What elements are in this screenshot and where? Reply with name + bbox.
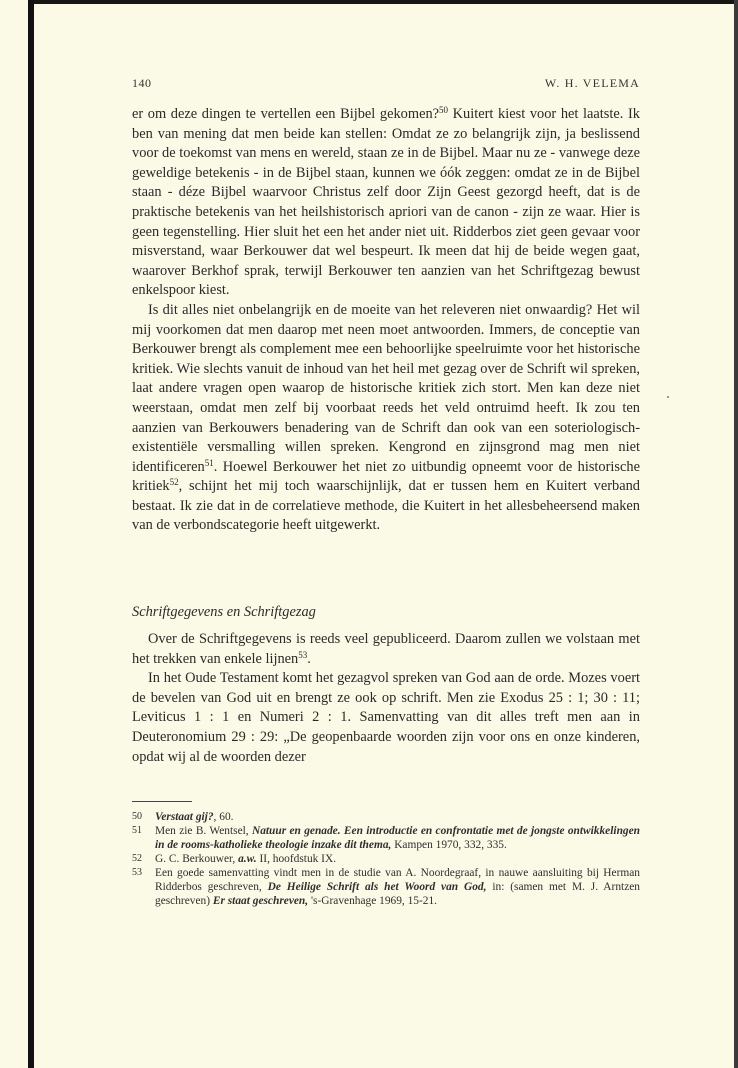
footnote-ref: 50 xyxy=(439,105,449,115)
paragraph: Is dit alles niet onbelangrijk en de moeite van het releveren niet onwaardig? Het wil mij voorkomen dat men daarop met neen moet antwoorden. Immers, de conceptie van Berkouwer brengt als complement mee een behoorlijke speelruimte voor het historische kritiek. Wie slechts vanuit de inhoud van het heil met gezag over de Schrift wil spreken, laat andere vragen open waarop de historische kritiek zich stort. Men kan deze niet weerstaan, omdat men zelf bij voorbaat reeds het veld ontruimd heeft. Ik zou ten aanzien van Berkouwers benadering van de Schrift dan ook van een soteriologisch-existentiële versmalling willen spreken. Kengrond en zijnsgrond mag men niet identificeren$^{51}$. Hoewel Berkouwer het niet zo uitbundig opneemt voor de historische kritiek$^{52}$, schijnt het mij toch waarschijnlijk, dat er tussen hem en Kuitert verband bestaat. Ik zie dat in de correlatieve methode, die Kuitert in het allesbeheersend maken van de verbondscategorie heeft uitgewerkt. xyxy=(132,301,640,534)
footnote-ref: 51 xyxy=(204,457,214,468)
footnote-ref: 53 xyxy=(298,649,308,660)
section-heading: Schriftgegevens en Schriftgezag xyxy=(132,604,316,620)
paragraph: In het Oude Testament komt het gezagvol spreken van God aan de orde. Mozes voert de bevelen van God uit en brengt ze ook op schrift. Men zie Exodus 25 : 1; 30 : 11; Leviticus 1 : 1 en Numeri 2 : 1. Samenvatting van dit alles treft men aan in Deuteronomium 29 : 29: „De geopenbaarde woorden zijn voor ons en onze kinderen, opdat wij al de woorden dezer xyxy=(132,670,640,765)
scan-top-edge xyxy=(28,0,738,4)
footnote: 52 G. C. Berkouwer, a.w. II, hoofdstuk IX. xyxy=(132,853,337,865)
italic-title: Er staat geschreven, xyxy=(212,895,309,907)
page-number: 140 xyxy=(132,76,152,90)
italic-title: a.w. xyxy=(238,853,257,865)
footnote-number: 52 xyxy=(132,853,142,864)
scan-right-edge xyxy=(734,0,738,1068)
scan-speck xyxy=(667,396,669,398)
footnote-rule xyxy=(132,801,192,802)
paragraph: er om deze dingen te vertellen een Bijbel gekomen?$^{50}$ Kuitert kiest voor het laatste. Ik ben van mening dat men beide kan stellen: Omdat ze zo belangrijk zijn, ja beslissend voor de toekomst van mens en wereld, staan ze in de Bijbel. Maar nu ze - vanwege deze geweldige betekenis - in de Bijbel staan, kunnen we óók zeggen: omdat ze in de Bijbel staan - déze Bijbel waarvoor Christus zelf door Zijn Geest gezorgd heeft, dat is de praktische betekenis van het heilshistorisch apriori van de canon - zijn ze waar. Hier is geen tegenstelling. Hier sluit het een het ander niet uit. Ridderbos ziet geen gevaar voor misverstand, waar Berkouwer dat wel bespeurt. Ik meen dat hij de beide wegen gaat, waarover Berkhof sprak, terwijl Berkouwer ten aanzien van het Schriftgezag bewust enkelspoor kiest. xyxy=(132,105,640,299)
body-text xyxy=(132,105,640,536)
scan-left-edge xyxy=(28,0,34,1068)
footnote: 51 Men zie B. Wentsel, Natuur en genade. Een introductie en confrontatie met de jongste ontwikkelingen in de rooms-katholieke theologie inzake dit thema, Kampen 1970, 332, 335. xyxy=(132,825,640,851)
footnote-number: 53 xyxy=(132,867,142,878)
footnote: 50 Verstaat gij?, 60. xyxy=(132,811,234,823)
italic-title: Natuur en genade. Een introductie en confrontatie met de jongste ontwikkelingen in de rooms-katholieke theologie inzake dit thema, xyxy=(155,825,640,851)
paragraph: Over de Schriftgegevens is reeds veel gepubliceerd. Daarom zullen we volstaan met het trekken van enkele lijnen$^{53}$. xyxy=(132,631,640,667)
italic-title: Verstaat gij? xyxy=(155,811,214,823)
footnote: 53 Een goede samenvatting vindt men in de studie van A. Noordegraaf, in nauwe aansluiting bij Herman Ridderbos geschreven, De Heilige Schrift als het Woord van God, in: (samen met M. J. Arntzen geschreven) Er staat geschreven, 's-Gravenhage 1969, 15-21. xyxy=(132,867,640,907)
footnote-number: 50 xyxy=(132,811,142,822)
italic-title: De Heilige Schrift als het Woord van God, xyxy=(267,881,487,893)
running-head xyxy=(132,76,640,91)
footnote-ref: 52 xyxy=(169,477,179,488)
footnotes xyxy=(132,810,640,908)
section-body-text xyxy=(132,630,640,767)
running-head-author: W. H. VELEMA xyxy=(544,76,640,90)
footnote-number: 51 xyxy=(132,825,142,836)
